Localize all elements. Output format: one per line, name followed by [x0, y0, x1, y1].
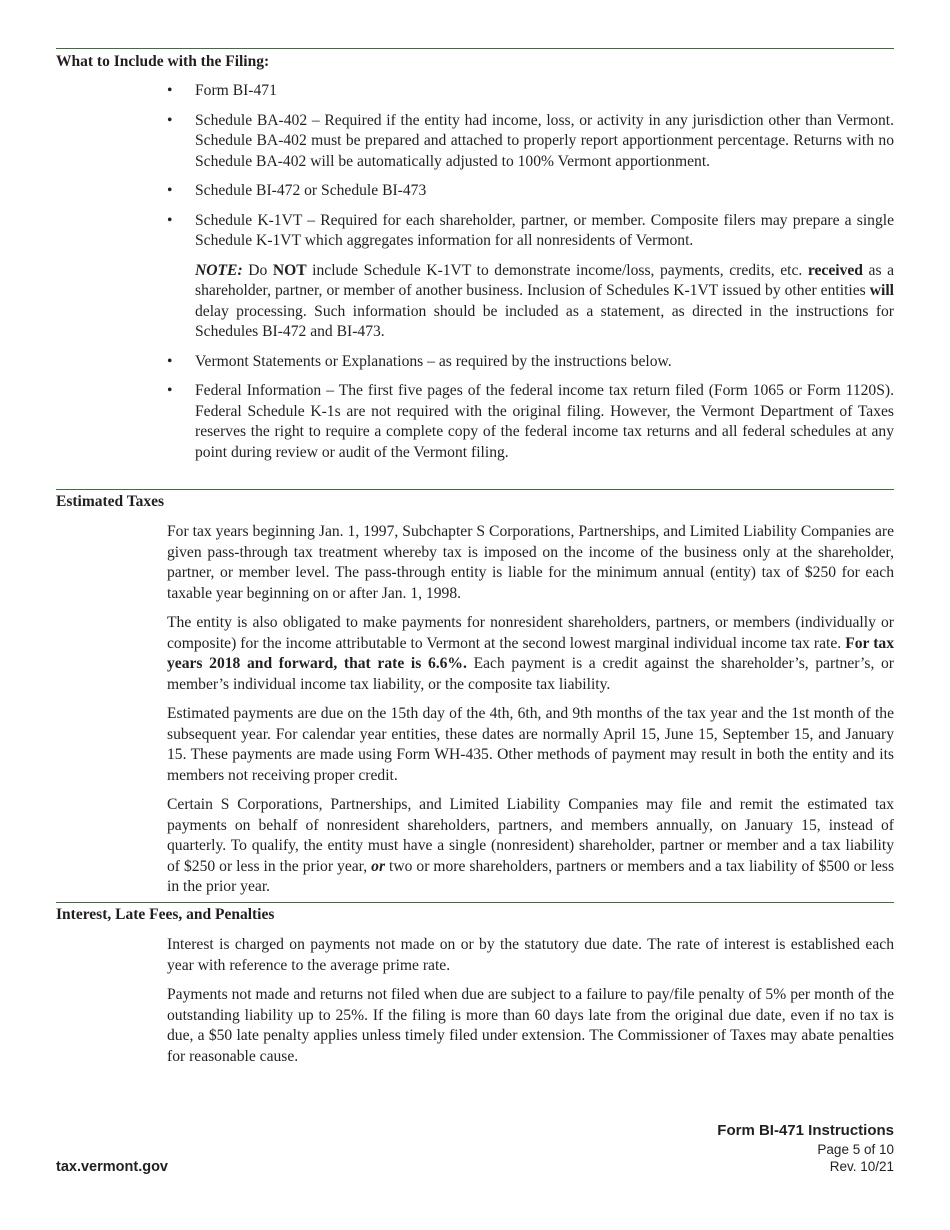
interest-body — [167, 935, 894, 1076]
paragraph: Payments not made and returns not filed when due are subject to a failure to pay/file penalty of 5% per month of the outstanding liability up to 25%. If the filing is more than 60 days late from the original due date, even if no tax is due, a $50 late penalty applies unless timely filed under extension. The Commissioner of Taxes may abate penalties for reasonable cause. — [167, 986, 894, 1065]
footer-page-number: Page 5 of 10 — [817, 1142, 894, 1157]
note-text: include Schedule K-1VT to demonstrate income/loss, payments, credits, etc. — [306, 261, 808, 279]
note-label: NOTE: — [195, 261, 243, 279]
include-list — [167, 81, 894, 472]
section-divider — [56, 48, 894, 49]
note-emphasis: will — [869, 282, 894, 299]
paragraph: For tax years beginning Jan. 1, 1997, Subchapter S Corporations, Partnerships, and Limited Liability Companies are given pass-through tax treatment whereby tax is imposed on the income of the business only at the shareholder, partner, or member level. The pass-through entity is liable for the minimum annual (entity) tax of $250 for each taxable year beginning on or after Jan. 1, 1998. — [167, 523, 894, 602]
note-emphasis: received — [807, 261, 863, 279]
paragraph-text: Certain S Corporations, Partnerships, and Limited Liability Companies may file and remit the estimated tax payments on behalf of nonresident shareholders, partners, and members annually, on January 15, instead of quarterly. To qualify, the entity must have a single (nonresident) shareholder, partner or member and a tax liability of $250 or less in the prior year, — [167, 796, 894, 875]
list-item-text: Schedule BA-402 – Required if the entity had income, loss, or activity in any jurisdiction other than Vermont. Schedule BA-402 must be prepared and attached to properly report apportionment percentage. Returns with no Schedule BA-402 will be automatically adjusted to 100% Vermont apportionment. — [195, 111, 894, 170]
note-emphasis: NOT — [272, 261, 307, 279]
list-item: • Schedule K-1VT – Required for each shareholder, partner, or member. Composite filers may prepare a single Schedule K-1VT which aggregates information for all nonresidents of Vermont. — [167, 211, 894, 249]
list-item-text: Schedule K-1VT – Required for each shareholder, partner, or member. Composite filers may prepare a single Schedule K-1VT which aggregates information for all nonresidents of Vermont. — [195, 211, 894, 249]
section-divider — [56, 902, 894, 903]
list-item-text: Vermont Statements or Explanations – as required by the instructions below. — [195, 352, 672, 370]
paragraph-text: two or more shareholders, partners or members and a tax liability of $500 or less in the prior year. — [167, 857, 895, 895]
paragraph: Estimated payments are due on the 15th day of the 4th, 6th, and 9th months of the tax year and the 1st month of the subsequent year. For calendar year entities, these dates are normally April 15, June 15, September 15, and January 15. These payments are made using Form WH-435. Other methods of payment may result in both the entity and its members not receiving proper credit. — [167, 705, 894, 784]
footer-website: tax.vermont.gov — [56, 1159, 168, 1175]
rate-emphasis: For tax years 2018 and forward, that rate is 6.6%. — [167, 634, 895, 672]
list-item-text: Schedule BI-472 or Schedule BI-473 — [195, 182, 427, 199]
list-item: • Schedule BI-472 or Schedule BI-473 — [167, 182, 427, 199]
or-emphasis: or — [371, 857, 386, 875]
list-item-text: Federal Information – The first five pages of the federal income tax return filed (Form 1065 or Form 1120S). Federal Schedule K-1s are not required with the original filing. However, the Vermont Department of Taxes reserves the right to require a complete copy of the federal income tax returns and all federal schedules at any point during review or audit of the Vermont filing. — [195, 382, 894, 461]
footer-info — [717, 1121, 894, 1175]
note-text: delay processing. Such information should be included as a statement, as directed in the instructions for Schedules BI-472 and BI-473. — [195, 302, 894, 340]
list-item: • Form BI-471 — [167, 82, 277, 99]
list-item: • Federal Information – The first five pages of the federal income tax return filed (Form 1065 or Form 1120S). Federal Schedule K-1s are not required with the original filing. However, the Vermont Department of Taxes reserves the right to require a complete copy of the federal income tax returns and all federal schedules at any point during review or audit of the Vermont filing. — [167, 382, 894, 461]
section-heading-interest: Interest, Late Fees, and Penalties — [56, 906, 275, 923]
section-heading-include: What to Include with the Filing: — [56, 53, 270, 70]
list-item: • Schedule BA-402 – Required if the entity had income, loss, or activity in any jurisdiction other than Vermont. Schedule BA-402 must be prepared and attached to properly report apportionment percentage. Returns with no Schedule BA-402 will be automatically adjusted to 100% Vermont apportionment. — [167, 111, 894, 170]
paragraph-text: The entity is also obligated to make payments for nonresident shareholders, partners, or members (individually or composite) for the income attributable to Vermont at the second lowest marginal individual income tax rate. — [167, 614, 894, 652]
footer-revision: Rev. 10/21 — [829, 1159, 894, 1174]
paragraph — [167, 613, 894, 695]
note-text: as a shareholder, partner, or member of another business. Inclusion of Schedules K-1VT issued by other entities — [195, 261, 894, 299]
paragraph: Interest is charged on payments not made on or by the statutory due date. The rate of interest is established each year with reference to the average prime rate. — [167, 936, 894, 974]
section-heading-estimated-taxes: Estimated Taxes — [56, 493, 165, 510]
footer-form-title: Form BI-471 Instructions — [717, 1122, 894, 1139]
k1vt-note — [167, 261, 894, 343]
paragraph-text: Each payment is a credit against the shareholder’s, partner’s, or member’s individual income tax liability, or the composite tax liability. — [167, 655, 894, 693]
note-text: Do — [242, 261, 273, 279]
section-divider — [56, 489, 894, 490]
paragraph — [167, 795, 894, 898]
list-item: • Vermont Statements or Explanations – as required by the instructions below. — [167, 352, 672, 370]
estimated-taxes-body — [167, 522, 894, 907]
list-item-text: Form BI-471 — [195, 82, 277, 99]
